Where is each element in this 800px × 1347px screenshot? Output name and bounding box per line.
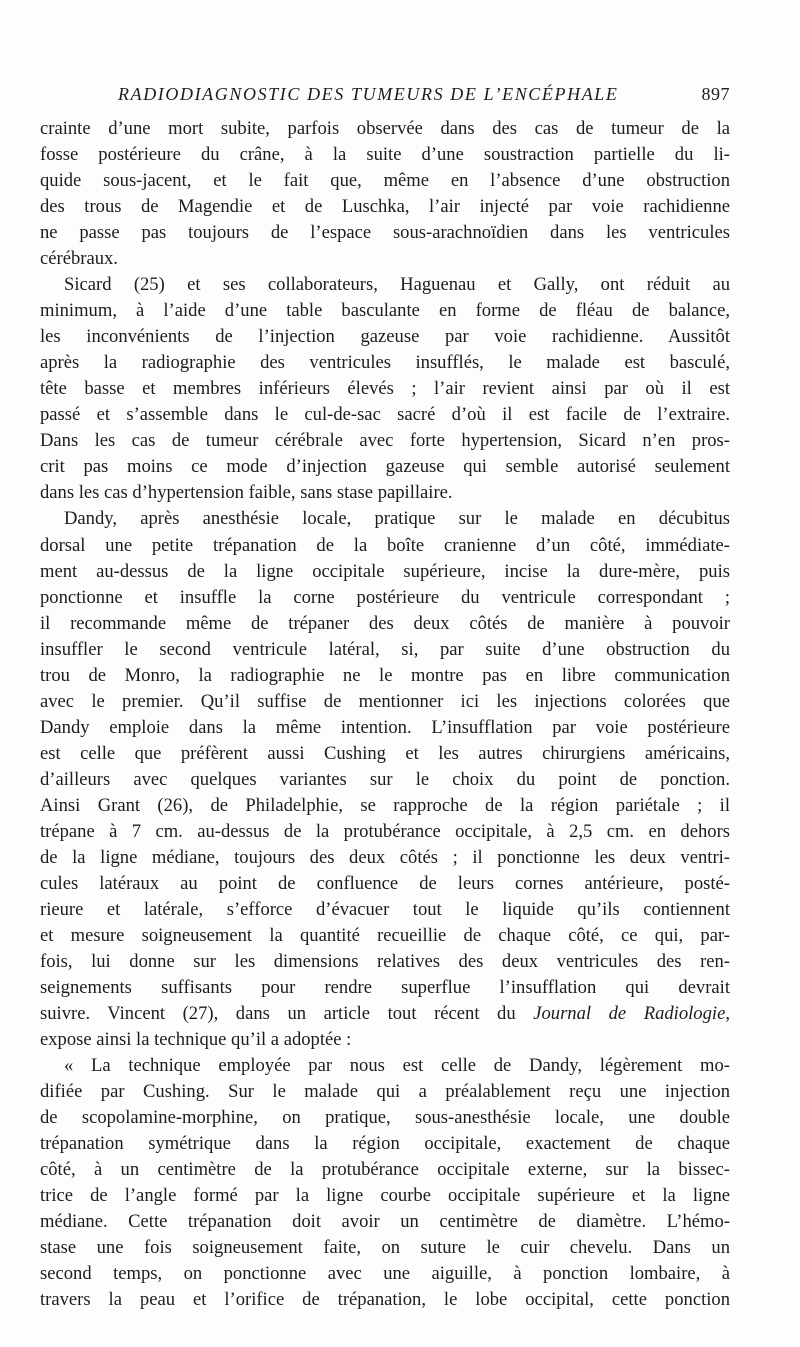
text-line: quide sous-jacent, et le fait que, même en l’absence d’une obstruction [40,170,730,192]
text-line: fosse postérieure du crâne, à la suite d’une soustraction partielle du li- [40,144,730,166]
text-line: dorsal une petite trépanation de la boîte cranienne d’un côté, immédiate- [40,534,730,556]
text-line: cérébraux. [40,248,118,270]
page-number: 897 [701,84,730,104]
text-line: Ainsi Grant (26), de Philadelphie, se rapproche de la région pariétale ; il [40,794,730,816]
text-line: médiane. Cette trépanation doit avoir un centimètre de diamètre. L’hémo- [40,1211,730,1233]
page-header [118,84,730,108]
text-line: trépane à 7 cm. au-dessus de la protubérance occipitale, à 2,5 cm. en dehors [40,820,730,842]
text-line: il recommande même de trépaner des deux côtés de manière à pouvoir [40,612,730,634]
text-line: après la radiographie des ventricules insufflés, le malade est basculé, [40,352,730,374]
text-line-with-citation [40,1001,730,1027]
text-line: est celle que préfèrent aussi Cushing et les autres chirurgiens américains, [40,742,730,764]
text-line: travers la peau et l’orifice de trépanation, le lobe occipital, cette ponction [40,1289,730,1311]
journal-citation: Journal de Radiologie [533,1003,726,1025]
text-line: Dans les cas de tumeur cérébrale avec forte hypertension, Sicard n’en pros- [40,430,730,452]
text-line: rieure et latérale, s’efforce d’évacuer tout le liquide qu’ils contiennent [40,898,730,920]
text-line: « La technique employée par nous est celle de Dandy, légèrement mo- [64,1055,730,1077]
text-line: tête basse et membres inférieurs élevés ; l’air revient ainsi par où il est [40,378,730,400]
text-line: crainte d’une mort subite, parfois observée dans des cas de tumeur de la [40,118,730,139]
text-line: difiée par Cushing. Sur le malade qui a préalablement reçu une injection [40,1081,730,1103]
body-text [40,116,730,1313]
text-line: d’ailleurs avec quelques variantes sur le choix du point de ponction. [40,768,730,790]
text-line: stase une fois soigneusement faite, on suture le cuir chevelu. Dans un [40,1237,730,1259]
text-line: insuffler le second ventricule latéral, si, par suite d’une obstruction du [40,638,730,660]
text-line: minimum, à l’aide d’une table basculante en forme de fléau de balance, [40,300,730,322]
text-line: trice de l’angle formé par la ligne courbe occipitale supérieure et la ligne [40,1185,730,1207]
text-line: des trous de Magendie et de Luschka, l’air injecté par voie rachidienne [40,196,730,218]
text-line: ne passe pas toujours de l’espace sous-arachnoïdien dans les ventricules [40,222,730,244]
text-line: Sicard (25) et ses collaborateurs, Haguenau et Gally, ont réduit au [64,274,730,296]
text-line: ment au-dessus de la ligne occipitale supérieure, incise la dure-mère, puis [40,560,730,582]
text-line: avec le premier. Qu’il suffise de mentionner ici les injections colorées que [40,690,730,712]
text-line: de scopolamine-morphine, on pratique, sous-anesthésie locale, une double [40,1107,730,1129]
text-line: fois, lui donne sur les dimensions relatives des deux ventricules des ren- [40,951,730,972]
text-line: ponctionne et insuffle la corne postérieure du ventricule correspondant ; [40,586,730,608]
text-line: côté, à un centimètre de la protubérance occipitale externe, sur la bissec- [40,1159,730,1181]
text-line: Dandy, après anesthésie locale, pratique sur le malade en décubitus [64,508,730,530]
text-line: expose ainsi la technique qu’il a adoptée : [40,1029,352,1051]
text-line: Dandy emploie dans la même intention. L’insufflation par voie postérieure [40,716,730,738]
text-line: cules latéraux au point de confluence de leurs cornes antérieure, posté- [40,872,730,894]
text-line: trou de Monro, la radiographie ne le montre pas en libre communication [40,664,730,686]
text-line: les inconvénients de l’injection gazeuse par voie rachidienne. Aussitôt [40,326,730,348]
citation-comma: , [725,1003,730,1025]
text-line: dans les cas d’hypertension faible, sans stase papillaire. [40,482,453,504]
running-title: RADIODIAGNOSTIC DES TUMEURS DE L’ENCÉPHALE [118,84,619,104]
text-line: second temps, on ponctionne avec une aiguille, à ponction lombaire, à [40,1263,730,1285]
text-line-start: suivre. Vincent (27), dans un article tout récent du [40,1003,516,1025]
text-line: seignements suffisants pour rendre superflue l’insufflation qui devrait [40,977,730,999]
text-line: et mesure soigneusement la quantité recueillie de chaque côté, ce qui, par- [40,924,730,946]
text-line: crit pas moins ce mode d’injection gazeuse qui semble autorisé seulement [40,456,730,478]
text-line: trépanation symétrique dans la région occipitale, exactement de chaque [40,1133,730,1155]
text-line: passé et s’assemble dans le cul-de-sac sacré d’où il est facile de l’extraire. [40,404,730,426]
text-line: de la ligne médiane, toujours des deux côtés ; il ponctionne les deux ventri- [40,846,730,868]
